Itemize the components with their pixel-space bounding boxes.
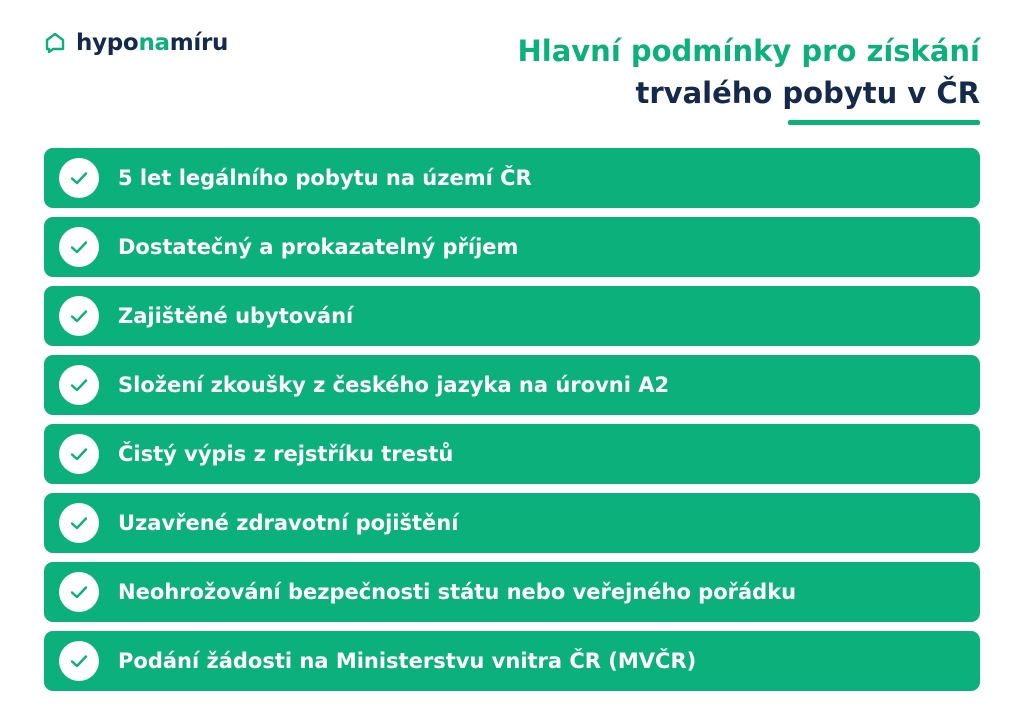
- logo: [44, 30, 228, 56]
- check-icon: [59, 434, 99, 474]
- house-chat-icon: [44, 31, 66, 55]
- list-item: [44, 286, 980, 346]
- list-item-label: Neohrožování bezpečnosti státu nebo veřejného pořádku: [118, 580, 797, 604]
- list-item: [44, 217, 980, 277]
- list-item: [44, 355, 980, 415]
- list-item-label: Složení zkoušky z českého jazyka na úrovni A2: [118, 373, 670, 397]
- list-item-label: 5 let legálního pobytu na území ČR: [118, 166, 532, 190]
- page-title: [518, 30, 981, 114]
- conditions-list: [44, 148, 980, 700]
- list-item: [44, 424, 980, 484]
- list-item: [44, 562, 980, 622]
- check-icon: [59, 365, 99, 405]
- title-line-2: trvalého pobytu v ČR: [635, 76, 980, 110]
- check-icon: [59, 227, 99, 267]
- list-item: [44, 631, 980, 691]
- list-item-label: Čistý výpis z rejstříku trestů: [118, 442, 454, 466]
- check-icon: [59, 158, 99, 198]
- check-icon: [59, 296, 99, 336]
- check-icon: [59, 641, 99, 681]
- title-underline: [788, 120, 980, 125]
- list-item-label: Podání žádosti na Ministerstvu vnitra ČR (MVČR): [118, 649, 697, 673]
- list-item: [44, 148, 980, 208]
- list-item-label: Dostatečný a prokazatelný příjem: [118, 235, 519, 259]
- title-line-1: Hlavní podmínky pro získání: [517, 34, 980, 68]
- logo-text: hyponamíru: [76, 30, 229, 56]
- list-item: [44, 493, 980, 553]
- check-icon: [59, 572, 99, 612]
- list-item-label: Zajištěné ubytování: [118, 304, 354, 328]
- check-icon: [59, 503, 99, 543]
- list-item-label: Uzavřené zdravotní pojištění: [118, 511, 459, 535]
